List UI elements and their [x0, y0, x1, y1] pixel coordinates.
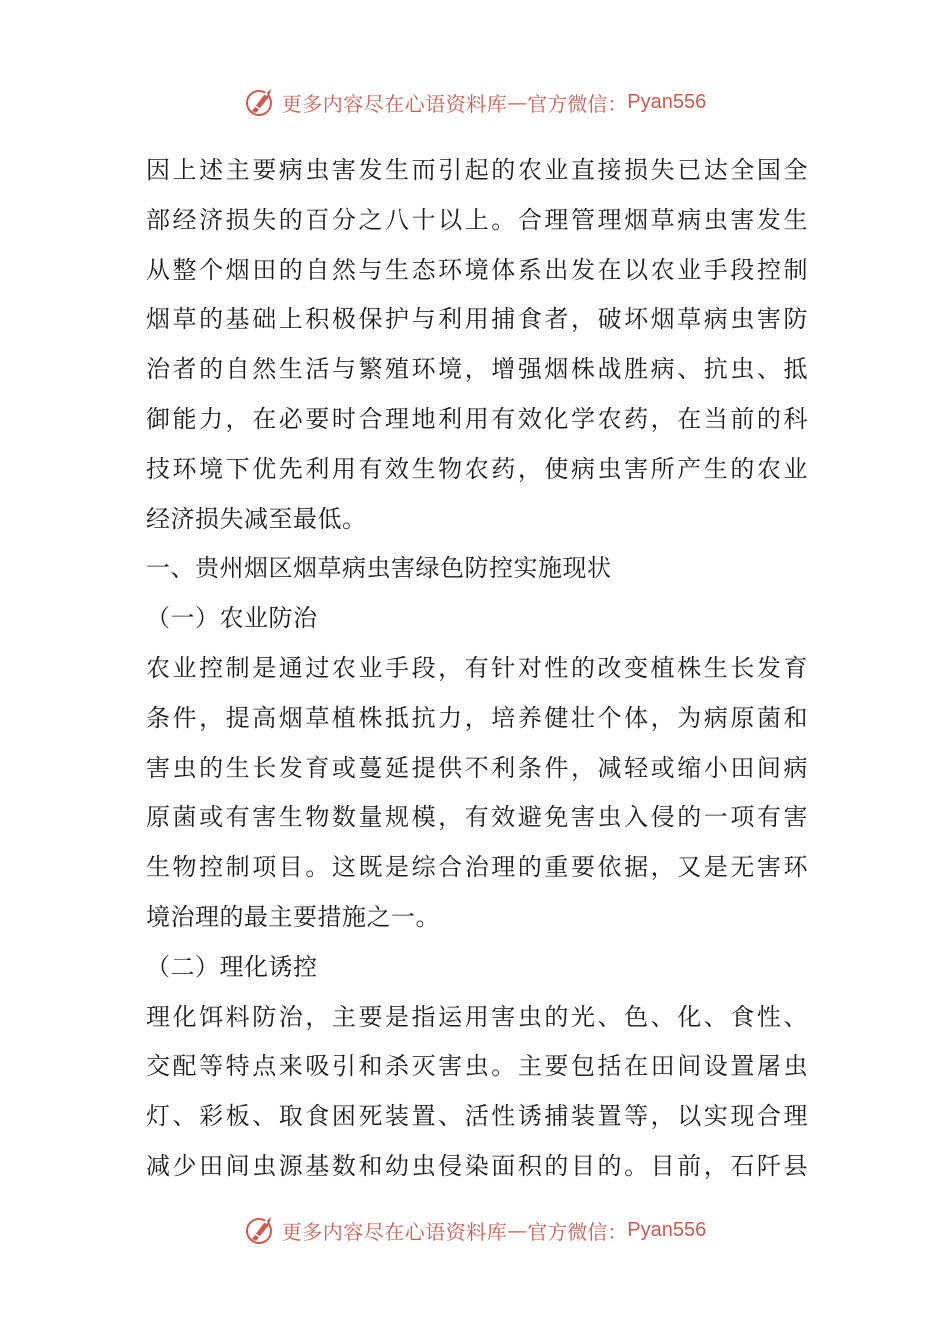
body-line: 治者的自然生活与繁殖环境，增强烟株战胜病、抗虫、抵: [146, 355, 808, 384]
body-line: 条件，提高烟草植株抵抗力，培养健壮个体，为病原菌和: [146, 703, 808, 732]
document-body: [146, 146, 808, 1192]
banner-label: 官方微信：: [527, 91, 628, 116]
body-line: 部经济损失的百分之八十以上。合理管理烟草病虫害发生: [146, 205, 808, 234]
body-line: 生物控制项目。这既是综合治理的重要依据，又是无害环: [146, 853, 808, 882]
banner-wechat-id: Pyan556: [627, 1218, 707, 1241]
header-banner: [0, 82, 950, 122]
body-line: 因上述主要病虫害发生而引起的农业直接损失已达全国全: [146, 156, 808, 184]
banner-dash: —: [507, 90, 528, 114]
section-heading: 一、贵州烟区烟草病虫害绿色防控实施现状: [146, 554, 612, 583]
body-line: 减少田间虫源基数和幼虫侵染面积的目的。目前，石阡县: [146, 1151, 808, 1180]
banner-wechat-id: Pyan556: [627, 90, 707, 113]
body-line: 经济损失减至最低。: [146, 504, 367, 533]
banner-dash: —: [507, 1218, 528, 1242]
body-line: 技环境下优先利用有效生物农药，使病虫害所产生的农业: [146, 454, 808, 483]
body-line: 境治理的最主要措施之一。: [146, 902, 440, 931]
banner-label: 官方微信：: [527, 1219, 628, 1244]
body-line: 农业控制是通过农业手段，有针对性的改变植株生长发育: [146, 653, 808, 682]
subsection-heading: （二）理化诱控: [146, 952, 318, 981]
body-line: 烟草的基础上积极保护与利用捕食者，破坏烟草病虫害防: [146, 305, 808, 334]
body-line: 交配等特点来吸引和杀灭害虫。主要包括在田间设置屠虫: [146, 1052, 808, 1081]
pen-nib-logo-icon: [244, 1213, 278, 1247]
body-line: 御能力，在必要时合理地利用有效化学农药，在当前的科: [146, 404, 808, 433]
banner-text: 更多内容尽在心语资料库: [281, 1219, 508, 1244]
pen-nib-logo-icon: [244, 85, 278, 119]
body-line: 灯、彩板、取食困死装置、活性诱捕装置等，以实现合理: [146, 1102, 808, 1131]
body-line: 害虫的生长发育或蔓延提供不利条件，减轻或缩小田间病: [146, 753, 808, 782]
footer-banner: [0, 1210, 950, 1250]
subsection-heading: （一）农业防治: [146, 604, 318, 633]
banner-text: 更多内容尽在心语资料库: [281, 91, 508, 116]
body-line: 原菌或有害生物数量规模，有效避免害虫入侵的一项有害: [146, 803, 808, 832]
body-line: 理化饵料防治，主要是指运用害虫的光、色、化、食性、: [146, 1002, 808, 1031]
body-line: 从整个烟田的自然与生态环境体系出发在以农业手段控制: [146, 255, 808, 284]
